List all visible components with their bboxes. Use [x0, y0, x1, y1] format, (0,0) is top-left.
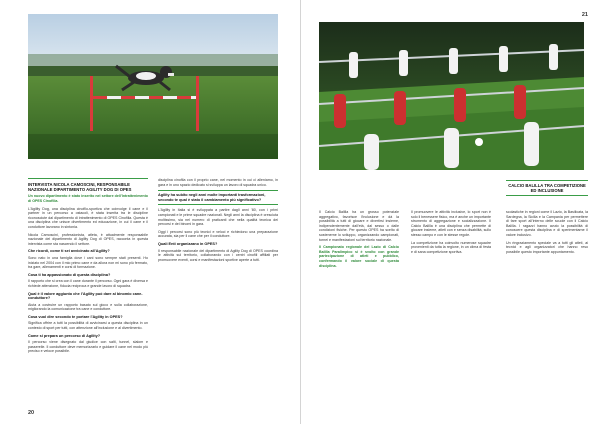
agility-photo-illustration — [28, 14, 278, 159]
body-paragraph: disciplina cinofila con il proprio cane, nel momento in cui ci alleniamo, in gara e in uno spazio dedicato si sviluppa un lavoro di squadra unico. — [158, 178, 278, 187]
agility-photo — [28, 14, 278, 159]
answer: Significa offrire a tutti la possibilità di avvicinarsi a questa disciplina in un contesto di sport per tutti, con attenzione all’inclusione e al divertimento. — [28, 321, 148, 331]
right-column-2 — [411, 210, 491, 410]
body-paragraph — [319, 245, 399, 268]
pull-quote-rule — [158, 204, 278, 205]
body-paragraph: L’Agility in Italia si è sviluppata a partire dagli anni ’80, con i primi campionati e le prime squadre nazionali. Negli anni la disciplina è cresciuta moltissimo, sia nel numero di praticanti che nella qualità tecnica dei percorsi e dei binomi in gara. — [158, 208, 278, 227]
interview-heading: INTERVISTA NICOLA CAMOSCINI, RESPONSABILE NAZIONALE DIPARTIMENTO AGILITY DOG DI OPES — [28, 182, 132, 193]
caption-title-block — [506, 180, 588, 196]
answer: Il rapporto che si crea con il cane durante il percorso. Ogni gara è diversa e richiede attenzione, fiducia reciproca e grande lavoro di squadra. — [28, 279, 148, 288]
question: Qual è il valore aggiunto che l’Agility può dare al binomio cane-conduttore? — [28, 291, 143, 301]
pull-quote: Agility ha subito negli anni molte importanti trasformazioni, secondo te qual è stato il cambiamento più significativo? — [158, 193, 266, 202]
page-number-right: 21 — [581, 12, 588, 18]
right-column-3 — [506, 210, 588, 410]
pull-quote-rule — [158, 190, 278, 191]
intro-text — [28, 194, 148, 203]
right-column-1 — [319, 210, 399, 410]
left-column-2 — [158, 178, 278, 410]
question: Quali Enti organizzano in OPES? — [158, 241, 218, 246]
body-paragraph: La competizione ha coinvolto numerose squadre provenienti da tutta la regione, in un clima di festa e di sana competizione sportiva. — [411, 240, 491, 254]
left-column-1 — [28, 178, 148, 410]
answer: Il responsabile nazionale del dipartimento di Agility Dog di OPES coordina le attività sul territorio, collaborando con i centri cinofili affiliati per promuovere eventi, corsi e manifestazioni sportive aperte a tutti. — [158, 248, 278, 262]
answer: Sono nato in una famiglia dove i cani sono sempre stati presenti. Ho iniziato nel 2004 con il mio primo cane e da allora non mi sono più fermato, tra gare, allenamenti e corsi di formazione. — [28, 255, 148, 270]
question: Cosa vuol dire secondo te portare l’Agility in OPES? — [28, 314, 123, 319]
body-paragraph: Oggi i percorsi sono più tecnici e veloci e richiedono una preparazione accurata, sia per il cane che per il conduttore. — [158, 229, 278, 239]
caption-title: CALCIO BALILLA TRA COMPETIZIONE ED INCLUSIONE — [508, 183, 586, 194]
body-paragraph: L’Agility Dog, una disciplina cinofilo-sportiva che coinvolge il cane e il partner in un percorso a ostacoli, è stata inserita tra le discipline riconosciute dal dipartimento di intrattenimento di OPES Cinofilia. Questa è una disciplina che unisce divertimento ed educazione, in cui il cane e il conduttore lavorano in sintonia. — [28, 206, 148, 229]
page-number-left: 20 — [28, 410, 35, 416]
intro-highlight: Un nuovo dipartimento è stato inserito nel settore dell’Intrattenimento di OPES Cinofilia. — [28, 194, 148, 203]
caption-rule — [506, 195, 588, 196]
question: Che ricordi, come ti sei avvicinato all’Agility? — [28, 249, 110, 254]
heading-rule — [28, 178, 148, 179]
foosball-photo-illustration — [319, 22, 584, 170]
question: Cosa ti ha appassionato di questa disciplina? — [28, 272, 111, 277]
right-page — [300, 0, 600, 424]
answer: Il percorso viene disegnato dal giudice con salti, tunnel, slalom e passerelle. Il conduttore deve memorizzarlo e guidare il cane nel modo più preciso e veloce possibile. — [28, 340, 148, 354]
body-highlight: Il Campionato regionale del Lazio di Calcio Balilla Paralimpico si è svolto con grande partecipazione di atleti e pubblico, confermando il valore sociale di questa disciplina. — [319, 245, 399, 268]
answer: Aiuta a costruire un rapporto basato sul gioco e sulla collaborazione, migliorando la comunicazione tra cane e conduttore. — [28, 302, 148, 312]
body-paragraph: Un ringraziamento speciale va a tutti gli atleti, ai tecnici e agli organizzatori che hanno reso possibile questo importante appuntamento. — [506, 240, 588, 254]
body-paragraph: scolastiche in regioni come il Lazio, la Basilicata, la Sardegna, la Sicilia e la Campania per permettere di fare sport all’interno delle scuole con il Calcio Balilla. I ragazzi hanno avuto la possibilità di conoscere questa disciplina e di sperimentarne il valore inclusivo. — [506, 210, 588, 237]
body-paragraph: Nicola Camoscini, professionista, atleta, è attualmente responsabile nazionale del dipartimento di Agility Dog di OPES, racconta in questa intervista come sta nascendo il settore. — [28, 232, 148, 246]
body-paragraph: Il Calcio Balilla ha un grosso potenziale aggregativo, favorisce l’inclusione e dà la possibilità a tutti di giocare e divertirsi insieme, indipendentemente dall’età, dal sesso o dalle condizioni fisiche. Per questo OPES ha scelto di sostenerne lo sviluppo, organizzando campionati, tornei e manifestazioni sul territorio nazionale. — [319, 210, 399, 242]
question: Come si prepara un percorso di Agility? — [28, 333, 101, 338]
foosball-photo — [319, 22, 584, 170]
caption-rule — [506, 180, 588, 181]
body-paragraph: Il promuovere le attività inclusive, lo sport non è solo il benessere fisico, ma è anche un importante strumento di aggregazione e socializzazione. Il Calcio Balilla è una disciplina che permette di giocare insieme, atleti con e senza disabilità, sullo stesso campo e con le stesse regole. — [411, 210, 491, 237]
